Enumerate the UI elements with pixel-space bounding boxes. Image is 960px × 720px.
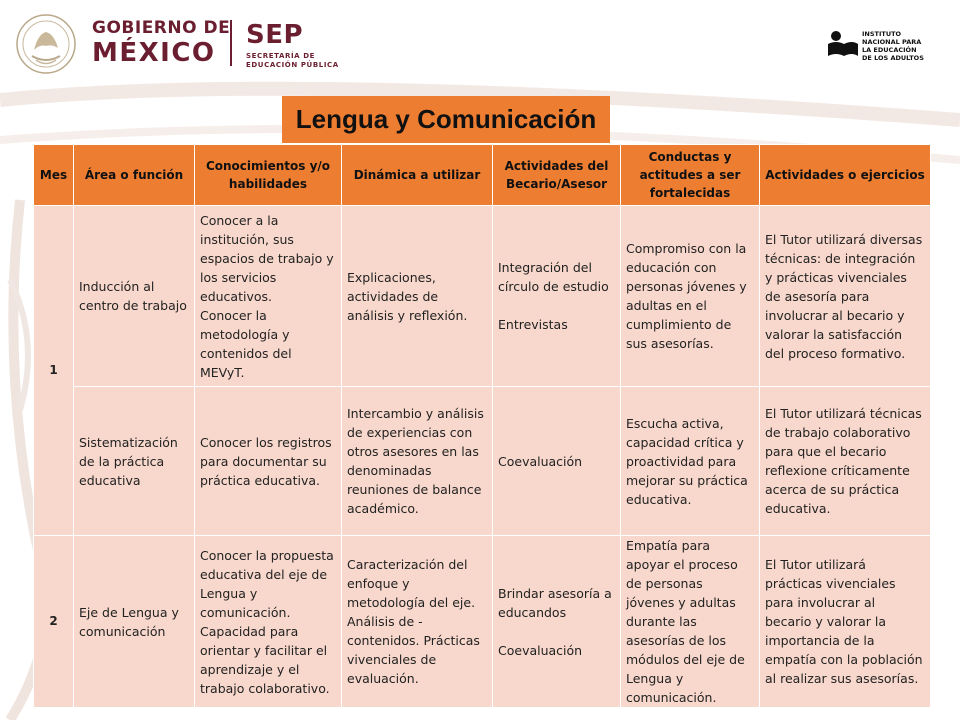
header-conocimientos: Conocimientos y/o habilidades xyxy=(195,145,342,206)
conocimientos-text-1: Conocer a la institución, sus espacios de trabajo y los servicios educativos. xyxy=(200,212,334,304)
cell-ejercicios: El Tutor utilizará prácticas vivenciales para involucrar al becario y valorar la importancia de la empatía con la población al realizar sus asesorías. xyxy=(760,536,931,708)
conocimientos-text-2: Conocer la metodología y contenidos del MEVyT. xyxy=(200,307,292,380)
header-area: Área o función xyxy=(74,145,195,206)
cell-conductas: Escucha activa, capacidad crítica y proactividad para mejorar su práctica educativa. xyxy=(621,387,760,536)
conocimientos-text-1: Conocer la propuesta educativa del eje de Lengua y comunicación. xyxy=(200,547,334,620)
inea-logo-text xyxy=(862,30,924,62)
cell-dinamica xyxy=(342,536,493,708)
table-row xyxy=(34,536,931,708)
header-mes: Mes xyxy=(34,145,74,206)
mexico-seal-icon xyxy=(14,12,78,76)
cell-area: Eje de Lengua y comunicación xyxy=(74,536,195,708)
dinamica-text-1: Caracterización del enfoque y metodología del eje. xyxy=(347,557,476,610)
inea-line-2: NACIONAL PARA xyxy=(862,38,922,46)
sep-line-1: SECRETARÍA DE xyxy=(246,52,316,60)
cell-conocimientos: Conocer los registros para documentar su práctica educativa. xyxy=(195,387,342,536)
cell-actividades: Coevaluación xyxy=(493,387,621,536)
cell-conocimientos xyxy=(195,536,342,708)
cell-dinamica: Explicaciones, actividades de análisis y reflexión. xyxy=(342,206,493,387)
actividades-text-1: Brindar asesoría a educandos xyxy=(498,585,612,620)
actividades-text-2: Coevaluación xyxy=(498,642,583,658)
cell-mes: 2 xyxy=(34,536,74,708)
table-row xyxy=(34,387,931,536)
cell-mes: 1 xyxy=(34,206,74,536)
header-ejercicios: Actividades o ejercicios xyxy=(760,145,931,206)
actividades-text-2: Entrevistas xyxy=(498,317,568,332)
header-conductas: Conductas y actitudes a ser fortalecidas xyxy=(621,145,760,206)
inea-line-1: INSTITUTO xyxy=(862,30,902,38)
header-actividades: Actividades del Becario/Asesor xyxy=(493,145,621,206)
cell-ejercicios: El Tutor utilizará diversas técnicas: de integración y prácticas vivenciales de asesoría para involucrar al becario y valorar la satisfacción del proceso formativo. xyxy=(760,206,931,387)
sep-logo xyxy=(246,22,339,69)
cell-area: Inducción al centro de trabajo xyxy=(74,206,195,387)
cell-actividades xyxy=(493,536,621,708)
table-header-row xyxy=(34,145,931,206)
logo-divider xyxy=(230,20,232,66)
gobierno-de-mexico-logo xyxy=(92,20,230,66)
cell-area: Sistematización de la práctica educativa xyxy=(74,387,195,536)
actividades-text-1: Integración del círculo de estudio xyxy=(498,260,609,294)
table-row xyxy=(34,206,931,387)
conocimientos-text-2: Capacidad para orientar y facilitar el aprendizaje y el trabajo colaborativo. xyxy=(200,623,330,696)
inea-line-3: LA EDUCACIÓN xyxy=(862,46,917,54)
cell-conocimientos xyxy=(195,206,342,387)
inea-reader-icon xyxy=(826,30,860,60)
cell-conductas: Compromiso con la educación con personas jóvenes y adultas en el cumplimiento de sus asesorías. xyxy=(621,206,760,387)
gobierno-line-2: MÉXICO xyxy=(92,38,216,68)
header-bar xyxy=(0,0,960,80)
cell-actividades xyxy=(493,206,621,387)
dinamica-text-2: Análisis de - contenidos. Prácticas vivenciales de evaluación. xyxy=(347,614,480,686)
cell-dinamica: Intercambio y análisis de experiencias con otros asesores en las denominadas reuniones de balance académico. xyxy=(342,387,493,536)
planning-table xyxy=(33,144,931,708)
sep-title: SEP xyxy=(246,20,304,50)
slide-title: Lengua y Comunicación xyxy=(282,96,610,143)
gobierno-line-1: GOBIERNO DE xyxy=(92,18,231,38)
cell-ejercicios: El Tutor utilizará técnicas de trabajo colaborativo para que el becario reflexione críticamente acerca de su práctica educativa. xyxy=(760,387,931,536)
header-dinamica: Dinámica a utilizar xyxy=(342,145,493,206)
sep-line-2: EDUCACIÓN PÚBLICA xyxy=(246,61,339,69)
inea-line-4: DE LOS ADULTOS xyxy=(862,54,924,62)
cell-conductas: Empatía para apoyar el proceso de personas jóvenes y adultas durante las asesorías de los módulos del eje de Lengua y comunicación. xyxy=(621,536,760,708)
